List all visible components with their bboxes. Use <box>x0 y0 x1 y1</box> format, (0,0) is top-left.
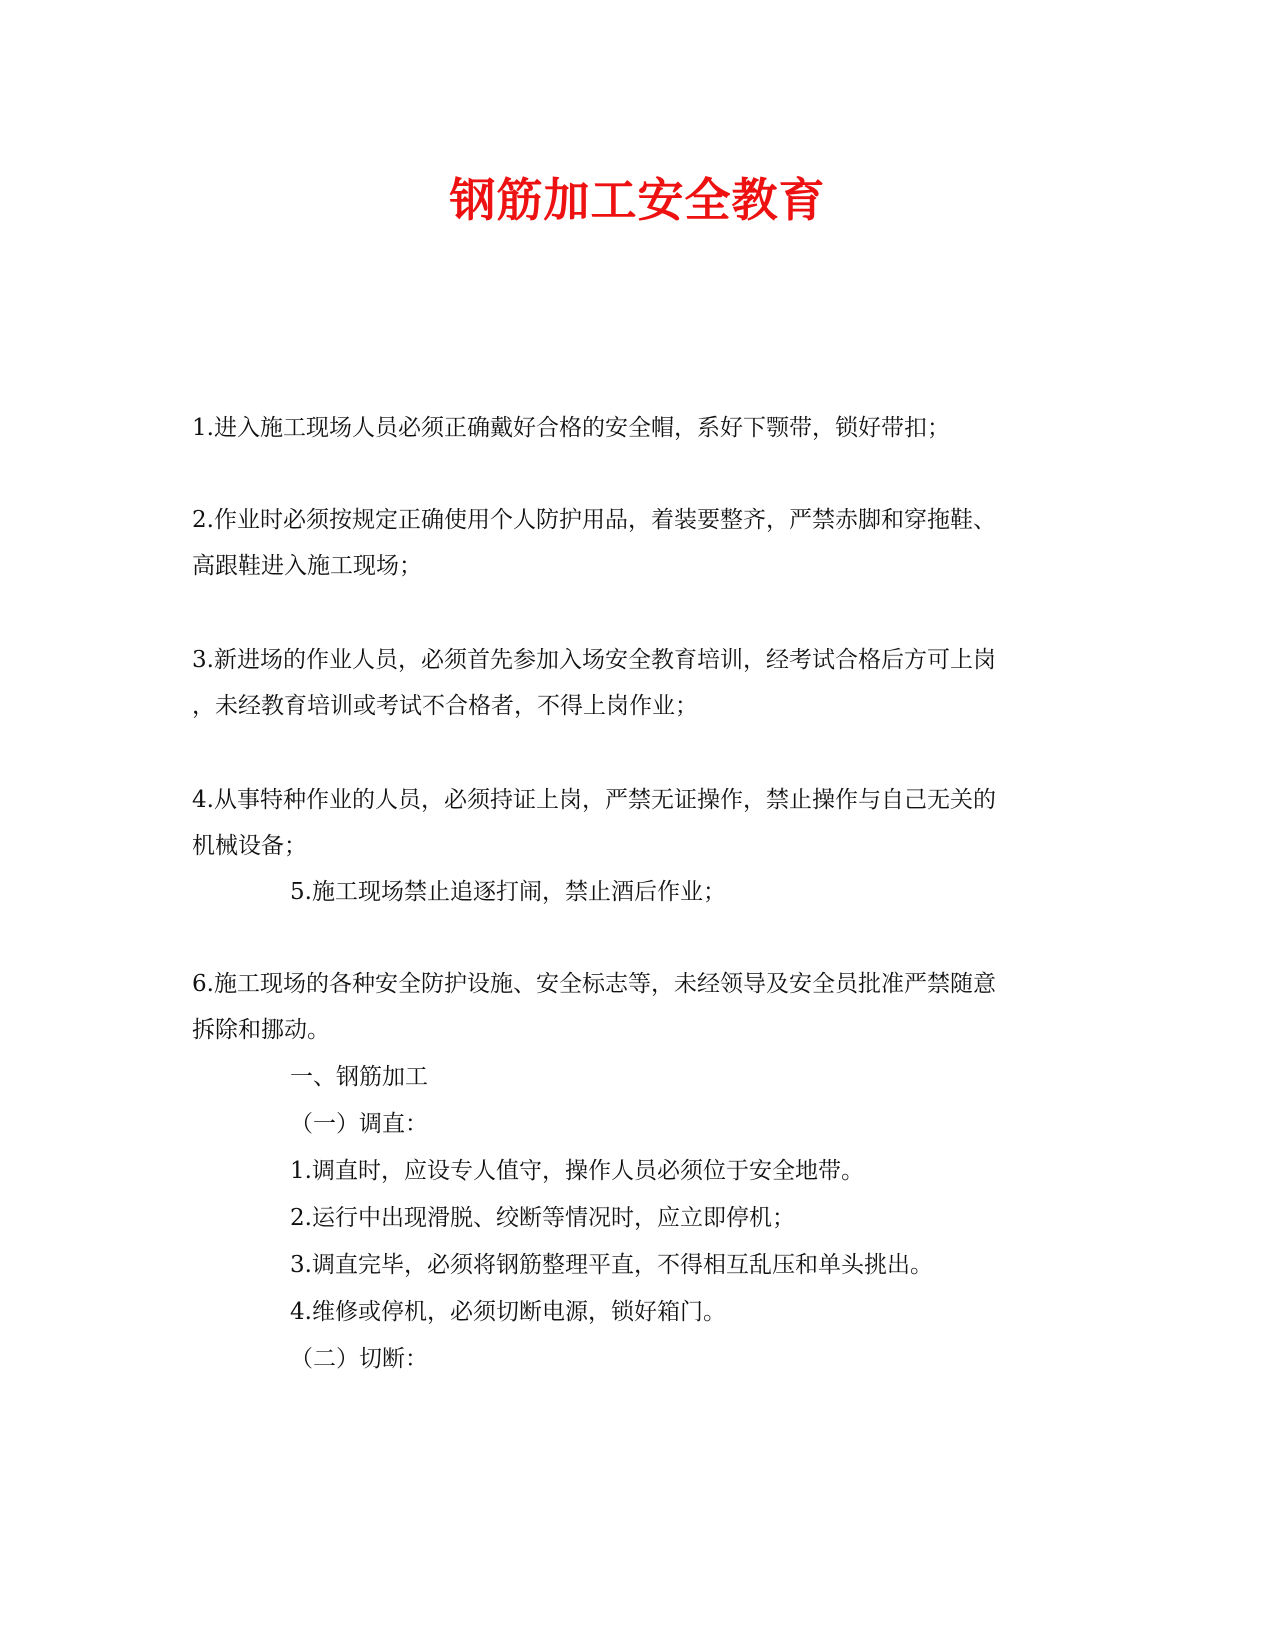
rule-3-line-1: 3.新进场的作业人员，必须首先参加入场安全教育培训，经考试合格后方可上岗 <box>192 647 996 673</box>
rule-4-line-1: 4.从事特种作业的人员，必须持证上岗，严禁无证操作，禁止操作与自己无关的 <box>192 787 996 813</box>
section-heading: 一、钢筋加工 <box>290 1064 428 1090</box>
subsection-1-item-4: 4.维修或停机，必须切断电源，锁好箱门。 <box>290 1299 726 1325</box>
rule-6-line-1: 6.施工现场的各种安全防护设施、安全标志等，未经领导及安全员批准严禁随意 <box>192 971 996 997</box>
subsection-heading-2: （二）切断： <box>290 1346 428 1372</box>
rule-2-line-1: 2.作业时必须按规定正确使用个人防护用品，着装要整齐，严禁赤脚和穿拖鞋、 <box>192 507 996 533</box>
subsection-1-item-3: 3.调直完毕，必须将钢筋整理平直，不得相互乱压和单头挑出。 <box>290 1252 933 1278</box>
document-title: 钢筋加工安全教育 <box>449 173 826 227</box>
rule-6-line-2: 拆除和挪动。 <box>192 1017 330 1043</box>
rule-5: 5.施工现场禁止追逐打闹，禁止酒后作业； <box>290 879 726 905</box>
rule-1-line-1: 1.进入施工现场人员必须正确戴好合格的安全帽，系好下颚带，锁好带扣； <box>192 415 950 441</box>
rule-2-line-2: 高跟鞋进入施工现场； <box>192 553 422 579</box>
subsection-heading-1: （一）调直： <box>290 1111 428 1137</box>
subsection-1-item-2: 2.运行中出现滑脱、绞断等情况时，应立即停机； <box>290 1205 795 1231</box>
subsection-1-item-1: 1.调直时，应设专人值守，操作人员必须位于安全地带。 <box>290 1158 864 1184</box>
rule-3-line-2: ，未经教育培训或考试不合格者，不得上岗作业； <box>192 693 698 719</box>
rule-4-line-2: 机械设备； <box>192 833 307 859</box>
